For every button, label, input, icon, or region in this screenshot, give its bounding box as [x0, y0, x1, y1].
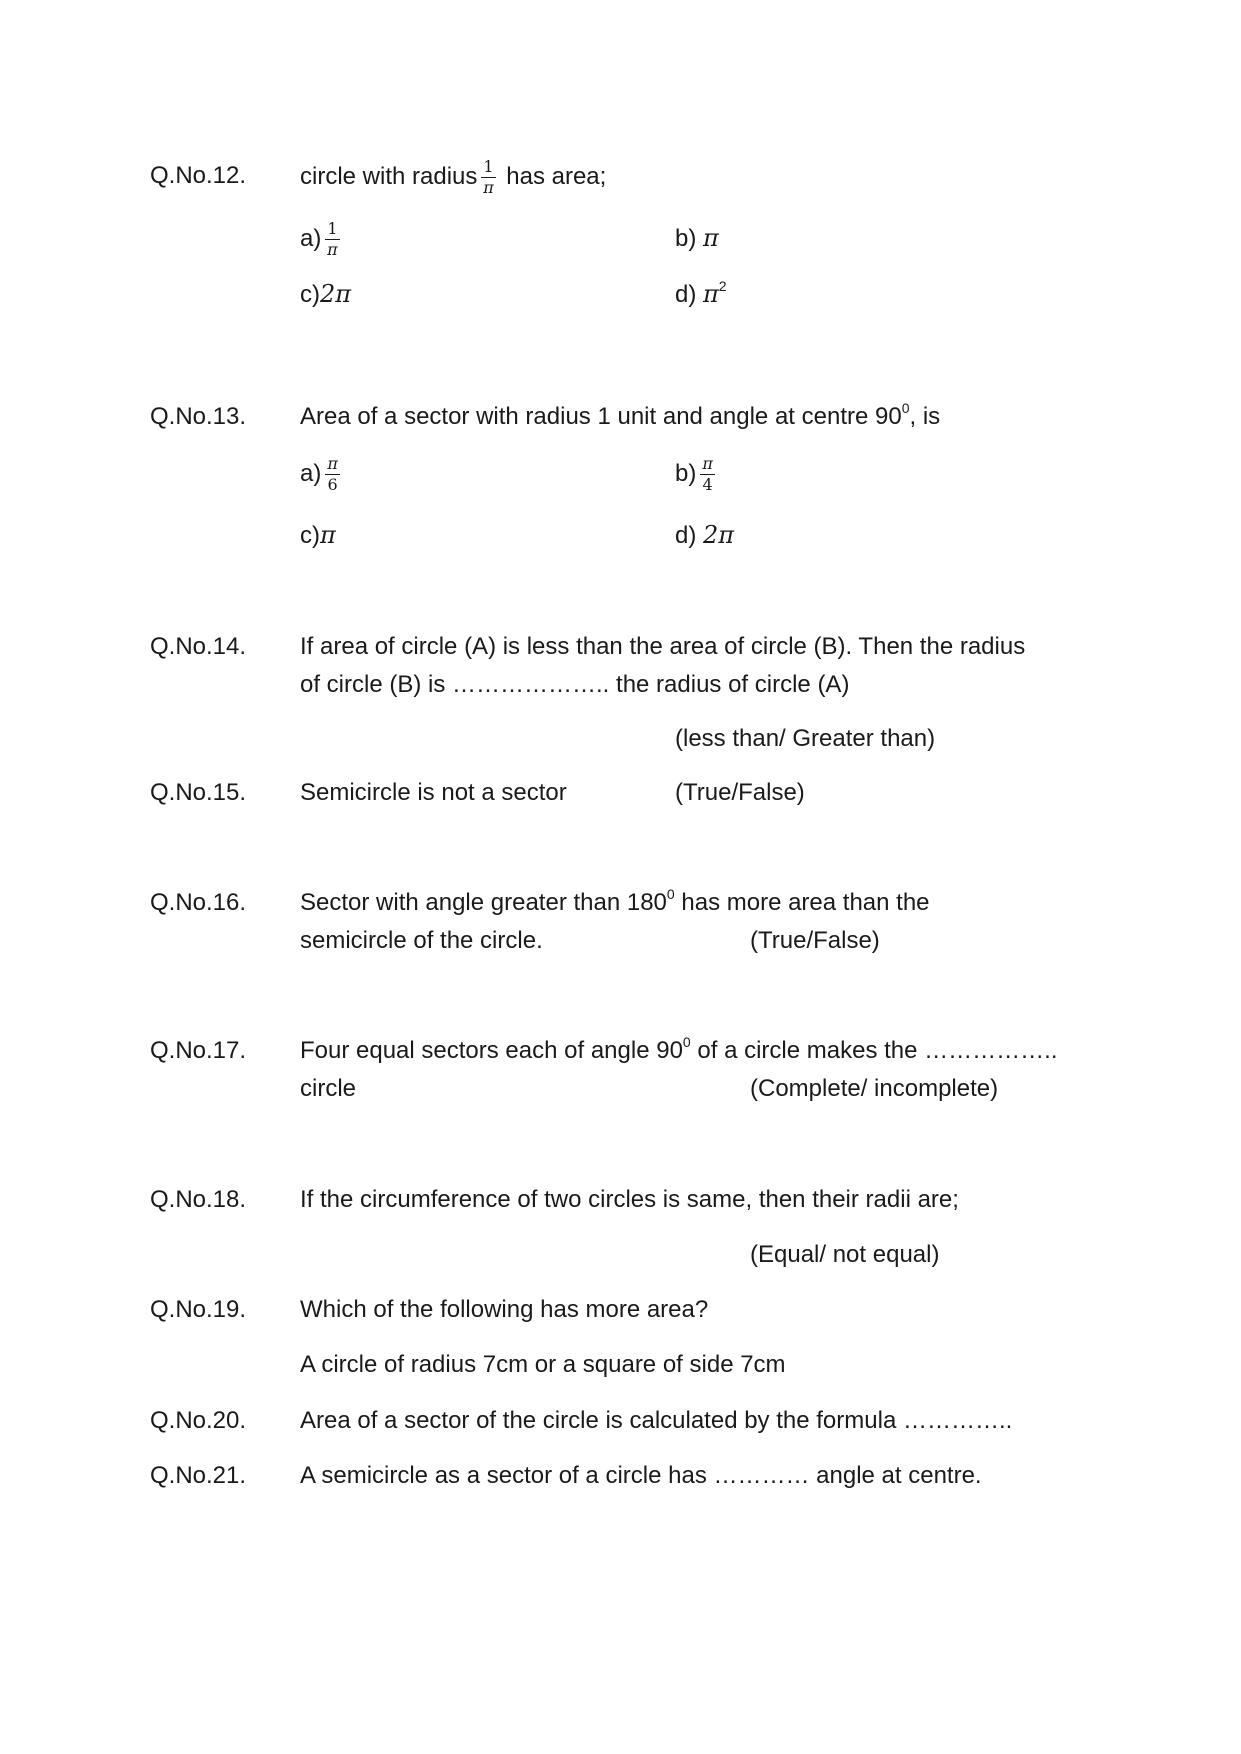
fraction: $\frac{\pi}{6}$ [327, 454, 338, 494]
fraction: $\frac{1}{\pi}$ [483, 157, 494, 197]
question-number: Q.No.13. [150, 403, 247, 430]
question-text: circle with radius $\frac{1}{\pi}$ has area; [300, 157, 607, 197]
question-text: Area of a sector of the circle is calculated by the formula ………….. [300, 1407, 1013, 1434]
option-b: b) π [675, 224, 719, 252]
question-number: Q.No.18. [150, 1186, 247, 1213]
option-b: b) $\frac{\pi}{4}$ [675, 454, 713, 494]
answer-hint: (less than/ Greater than) [675, 725, 936, 752]
option-a: a) $\frac{\pi}{6}$ [300, 454, 338, 494]
question-subtext: A circle of radius 7cm or a square of side 7cm [300, 1351, 786, 1378]
question-text: Four equal sectors each of angle $90^0$ of a circle makes the …………….. circle [300, 1034, 1058, 1102]
question-text: Area of a sector with radius 1 unit and angle at centre $90^0$, is [300, 400, 941, 430]
question-text: Semicircle is not a sector [300, 779, 567, 806]
option-c: c)2π [300, 280, 352, 308]
question-text: Sector with angle greater than $180^0$ has more area than the semicircle of the circle. [300, 886, 930, 954]
question-number: Q.No.14. [150, 633, 247, 660]
question-text: Which of the following has more area? [300, 1296, 709, 1323]
question-number: Q.No.19. [150, 1296, 247, 1323]
question-text: If the circumference of two circles is same, then their radii are; [300, 1186, 959, 1213]
answer-hint: (Equal/ not equal) [750, 1241, 940, 1268]
question-number: Q.No.12. [150, 162, 247, 189]
fraction: $\frac{\pi}{4}$ [702, 454, 713, 494]
question-text: A semicircle as a sector of a circle has ………… angle at centre. [300, 1462, 982, 1489]
option-c: c)π [300, 521, 336, 549]
question-number: Q.No.17. [150, 1037, 247, 1064]
option-d: d) 2π [675, 521, 735, 549]
option-a: a) $\frac{1}{\pi}$ [300, 219, 338, 259]
answer-hint: (Complete/ incomplete) [750, 1075, 999, 1102]
question-number: Q.No.20. [150, 1407, 247, 1434]
question-number: Q.No.16. [150, 889, 247, 916]
question-number: Q.No.15. [150, 779, 247, 806]
answer-hint: (True/False) [750, 927, 880, 954]
question-text: If area of circle (A) is less than the area of circle (B). Then the radius of circle (B) is ……………….. the radius of circle (A) [300, 633, 1026, 698]
answer-hint: (True/False) [675, 779, 805, 806]
question-number: Q.No.21. [150, 1462, 247, 1489]
option-d: d) $\pi^2$ [675, 278, 727, 308]
fraction: $\frac{1}{\pi}$ [327, 219, 338, 259]
